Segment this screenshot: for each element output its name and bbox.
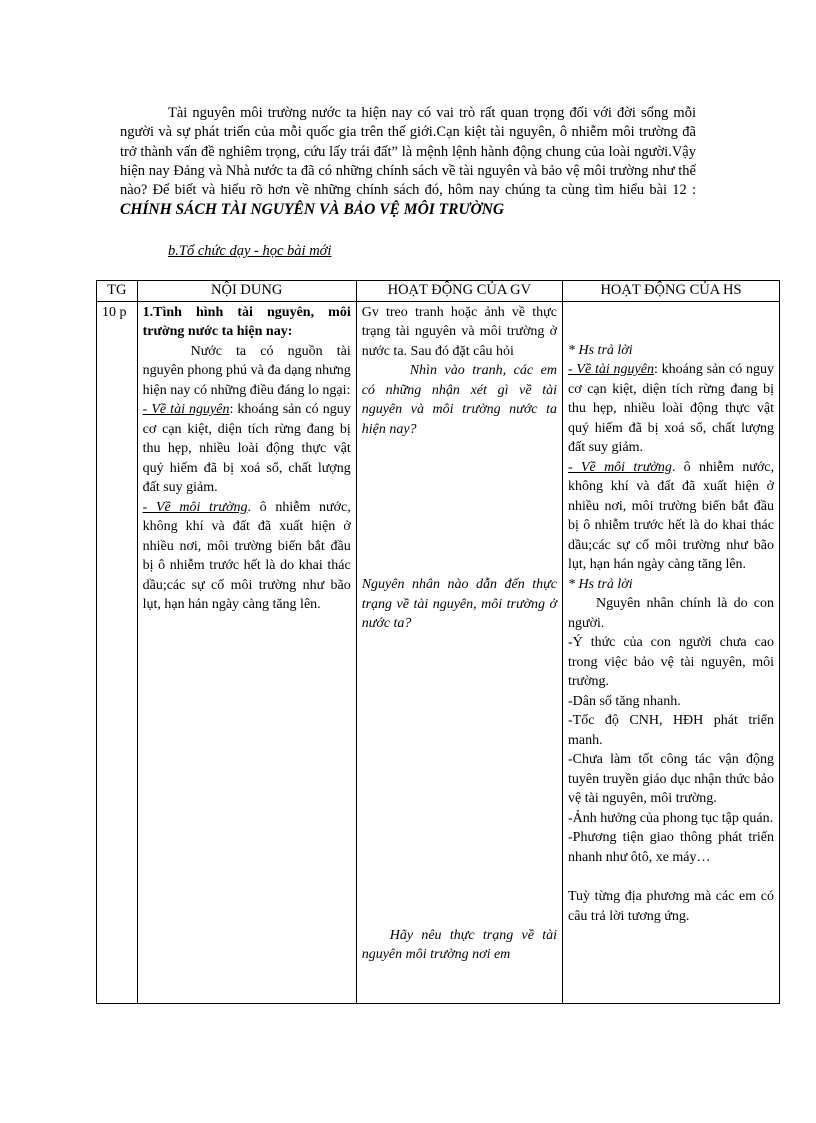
hs-resource-text: : khoáng sản có nguy cơ cạn kiệt, diện tích rừng đang bị thu hẹp, nhiều loài động thực vật quý hiếm đã bị xoá sổ, chất lượng đất suy giảm.: [568, 362, 775, 455]
header-content: NỘI DUNG: [137, 281, 356, 302]
gv-question-3: Hãy nêu thực trạng về tài nguyên môi trường nơi em: [361, 927, 557, 962]
gv-question-1: Nhìn vào tranh, các em có những nhận xét gì về tài nguyên và môi trường nước ta hiện nay?: [361, 363, 557, 437]
hs-cause-2: -Dân số tăng nhanh.: [568, 693, 681, 709]
content-heading: 1.Tình hình tài nguyên, môi trường nước ta hiện nay:: [142, 304, 351, 339]
content-resource-label: - Về tài nguyên: [142, 402, 230, 417]
intro-text: Tài nguyên môi trường nước ta hiện nay có vai trò rất quan trọng đối với đời sống mỗi người và sự phát triển của mỗi quốc gia trên thế giới.Cạn kiệt tài nguyên, ô nhiễm môi trường đã trở thành vấn đề nghiêm trọng, cứu lấy trái đất” là mệnh lệnh hành động chung của loài người.Vậy hiện nay Đảng và Nhà nước ta đã có những chính sách về tài nguyên và bảo vệ môi trường như thế nào? Để biết và hiểu rõ hơn về những chính sách đó, hôm nay chúng ta cùng tìm hiểu bài 12 :: [120, 105, 696, 199]
section-subheading: b.Tổ chức dạy - học bài mới: [168, 243, 332, 259]
hs-environment: [568, 458, 774, 575]
lesson-title: CHÍNH SÁCH TÀI NGUYÊN VÀ BẢO VỆ MÔI TRƯỜNG: [120, 201, 505, 219]
content-resource-text: : khoáng sản có nguy cơ cạn kiệt, diện tích rừng đang bị thu hẹp, nhiều loài động thực vật quý hiếm đã bị xoá sổ, chất lượng đất suy giảm.: [142, 402, 351, 495]
hs-spacer-bottom: [568, 867, 774, 887]
intro-paragraph: [120, 104, 696, 221]
header-student-activity: HOẠT ĐỘNG CỦA HS: [563, 281, 780, 302]
gv-intro: Gv treo tranh hoặc ảnh về thực trạng tài nguyên và môi trường ở nước ta. Sau đó đặt câu hỏi: [361, 304, 557, 359]
content-environment: [143, 498, 351, 615]
hs-spacer-top: [568, 303, 774, 341]
cell-content: [137, 301, 356, 1004]
header-teacher-activity: HOẠT ĐỘNG CỦA GV: [356, 281, 562, 302]
gv-spacer-1: [362, 439, 557, 575]
lesson-plan-table: [96, 280, 780, 1004]
hs-cause-6: -Phương tiện giao thông phát triển nhanh như ôtô, xe máy…: [568, 830, 774, 865]
table-header-row: [97, 281, 780, 302]
cell-student-activity: [563, 301, 780, 1004]
hs-cause-4: -Chưa làm tốt công tác vận động tuyên truyền giáo dục nhận thức bảo vệ tài nguyên, môi trường.: [568, 752, 774, 806]
content-resource: [143, 400, 351, 498]
content-intro: Nước ta có nguồn tài nguyên phong phú và đa dạng nhưng hiện nay có những điều đáng lo ngại:: [142, 343, 351, 398]
hs-env-text: . ô nhiễm nước, không khí và đất đã xuất hiện ở nhiều nơi, môi trường biển bắt đầu bị ô nhiễm trước hết là do khai thác dầu;các sự cố môi trường như bão lụt, hạn hán ngày càng tăng lên.: [568, 459, 775, 572]
gv-spacer-2: [362, 634, 557, 926]
hs-answer-3: Tuỳ từng địa phương mà các em có câu trả lời tương ứng.: [568, 889, 774, 924]
hs-resource-label: - Về tài nguyên: [568, 362, 654, 377]
content-env-text: . ô nhiễm nước, không khí và đất đã xuất hiện ở nhiều nơi, môi trường biển bắt đầu bị ô nhiễm trước hết là do khai thác dầu;các sự cố môi trường như bão lụt, hạn hán ngày càng tăng lên.: [142, 499, 351, 612]
hs-env-label: - Về môi trường: [568, 459, 672, 475]
table-row: [97, 301, 780, 1004]
hs-cause-1: -Ý thức của con người chưa cao trong việc bảo vệ tài nguyên, môi trường.: [568, 635, 774, 689]
content-env-label: - Về môi trường: [142, 499, 248, 515]
hs-cause-5: -Ảnh hưởng của phong tục tập quán.: [568, 810, 774, 826]
hs-resource: [568, 360, 774, 458]
hs-cause-main: Nguyên nhân chính là do con người.: [568, 596, 774, 631]
header-tg: TG: [97, 281, 138, 302]
hs-answer-label-2: * Hs trả lời: [568, 576, 633, 592]
cell-teacher-activity: [356, 301, 562, 1004]
gv-question-2: Nguyên nhân nào dẫn đến thực trạng về tài nguyên, môi trường ở nước ta?: [361, 577, 557, 631]
hs-answer-label-1: * Hs trả lời: [568, 342, 633, 358]
hs-cause-3: -Tốc độ CNH, HĐH phát triển manh.: [568, 713, 774, 748]
cell-time: 10 p: [97, 301, 138, 1004]
